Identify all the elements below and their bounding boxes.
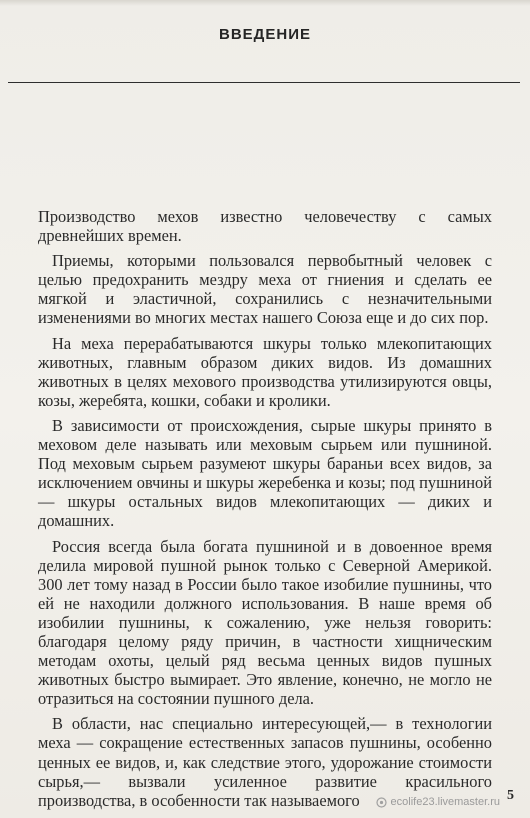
page-top-shadow	[0, 0, 530, 6]
paragraph-6: В области, нас специально интересующей,— в технологии меха — сокращение естественных запасов пушнины, особенно ценных ее видов, и, как следствие этого, удорожание стоимости сырья,— вызвали усиленное развитие красильного производства, в особенности так называемого	[38, 714, 492, 810]
paragraph-5: Россия всегда была богата пушниной и в довоенное время делила мировой пушной рынок только с Северной Америкой. 300 лет тому назад в России было такое изобилие пушнины, что ей не находили должного использования. В наше время об изобилии пушнины, к сожалению, уже нельзя говорить: благодаря целому ряду причин, в частности хищническим методам охоты, целый ряд весьма ценных видов пушных животных быстро вымирает. Это явление, конечно, не могло не отразиться на состоянии пушного дела.	[38, 536, 492, 709]
livemaster-logo-icon	[376, 797, 387, 808]
paragraph-2: Приемы, которыми пользовался первобытный человек с целью предохранить мездру меха от гниения и сделать ее мягкой и эластичной, сохранились с незначительными изменениями во многих местах нашего Союза еще и до сих пор.	[38, 251, 492, 328]
body-text	[38, 207, 492, 816]
paragraph-1: Производство мехов известно человечеству с самых древнейших времен.	[38, 207, 492, 246]
paragraph-4: В зависимости от происхождения, сырые шкуры принято в меховом деле называть или меховым сырьем или пушниной. Под меховым сырьем разумеют шкуры бараньи всех видов, за исключением овчины и шкуры жеребенка и козы; под пушниной — шкуры остальных видов млекопитающих — диких и домашних.	[38, 415, 492, 531]
page-number: 5	[507, 788, 514, 803]
paragraph-3: На меха перерабатываются шкуры только млекопитающих животных, главным образом диких видов. Из домашних животных в целях мехового производства утилизируются овцы, козы, жеребята, кошки, собаки и кролики.	[38, 333, 492, 410]
title-divider	[8, 82, 520, 83]
chapter-title: ВВЕДЕНИЕ	[219, 26, 311, 43]
watermark-text: ecolife23.livemaster.ru	[390, 796, 500, 808]
watermark	[376, 796, 500, 808]
